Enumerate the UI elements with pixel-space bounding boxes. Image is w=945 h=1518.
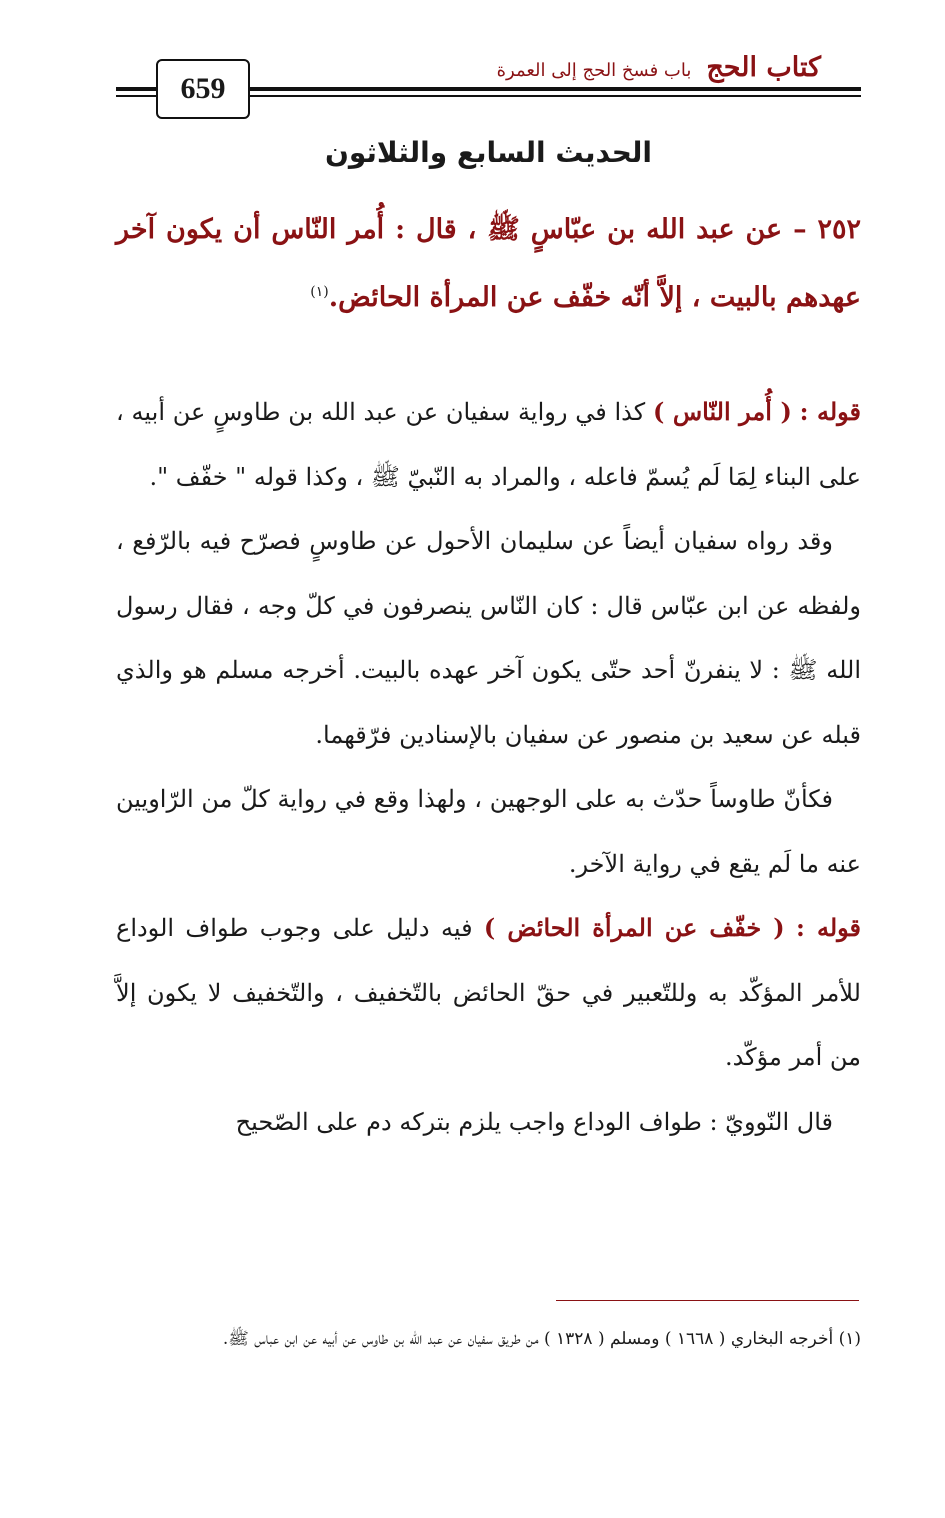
paragraph-label: قوله : bbox=[796, 913, 862, 942]
paragraph-text: كذا في رواية سفيان عن عبد الله بن طاوسٍ عن أبيه ، على البناء لِمَا لَم يُسمّ فاعله ، والمراد به النّبيّ ﷺ ، وكذا قوله " خفّف ". bbox=[116, 398, 861, 491]
page-header bbox=[0, 0, 945, 130]
hadith-text bbox=[116, 198, 861, 329]
paragraph bbox=[116, 509, 861, 767]
commentary bbox=[116, 380, 861, 1154]
paragraph bbox=[116, 767, 861, 896]
paragraph bbox=[116, 1090, 861, 1155]
footnote: (١) أخرجه البخاري ( ١٦٦٨ ) ومسلم ( ١٣٢٨ ) من طريق سفيان عن عبد الله بن طاوس عن أبيه عن ابن عباس ﷺ. bbox=[222, 1329, 861, 1349]
paragraph-label: قوله : bbox=[799, 397, 862, 426]
paragraph-text: قال النّوويّ : طواف الوداع واجب يلزم بتركه دم على الصّحيح bbox=[235, 1107, 833, 1136]
quoted-phrase: ( أُمر النّاس ) bbox=[652, 397, 792, 426]
chapter-title: باب فسخ الحج إلى العمرة bbox=[496, 60, 692, 81]
paragraph bbox=[116, 380, 861, 509]
paragraph bbox=[116, 896, 861, 1090]
paragraph-text: وقد رواه سفيان أيضاً عن سليمان الأحول عن طاوسٍ فصرّح فيه بالرّفع ، ولفظه عن ابن عبّاس قال : كان النّاس ينصرفون في كلّ وجه ، فقال رسول الله ﷺ : لا ينفرنّ أحد حتّى يكون آخر عهده بالبيت. أخرجه مسلم هو والذي قبله عن سعيد بن منصور عن سفيان بالإسنادين فرّقهما. bbox=[116, 527, 862, 749]
book-title: كتاب الحج bbox=[706, 52, 821, 83]
paragraph-text: فيه دليل على وجوب طواف الوداع للأمر المؤكّد به وللتّعبير في حقّ الحائض بالتّخفيف ، والتّخفيف لا يكون إلاَّ من أمر مؤكّد. bbox=[116, 914, 861, 1071]
footnote-marker[interactable]: (١) bbox=[310, 284, 329, 300]
footnote-divider bbox=[556, 1300, 859, 1301]
section-title: الحديث السابع والثلاثون bbox=[324, 136, 653, 169]
quoted-phrase: ( خفّف عن المرأة الحائض ) bbox=[483, 913, 785, 942]
paragraph-text: فكأنّ طاوساً حدّث به على الوجهين ، ولهذا وقع في رواية كلّ من الرّاويين عنه ما لَم يقع في رواية الآخر. bbox=[116, 785, 861, 878]
page-number: 659 bbox=[156, 59, 250, 119]
hadith-body: ٢٥٢ – عن عبد الله بن عبّاسٍ ﷺ ، قال : أُمر النّاس أن يكون آخر عهدهم بالبيت ، إلاَّ أنّه خفّف عن المرأة الحائض. bbox=[116, 214, 861, 313]
running-title bbox=[497, 52, 821, 83]
